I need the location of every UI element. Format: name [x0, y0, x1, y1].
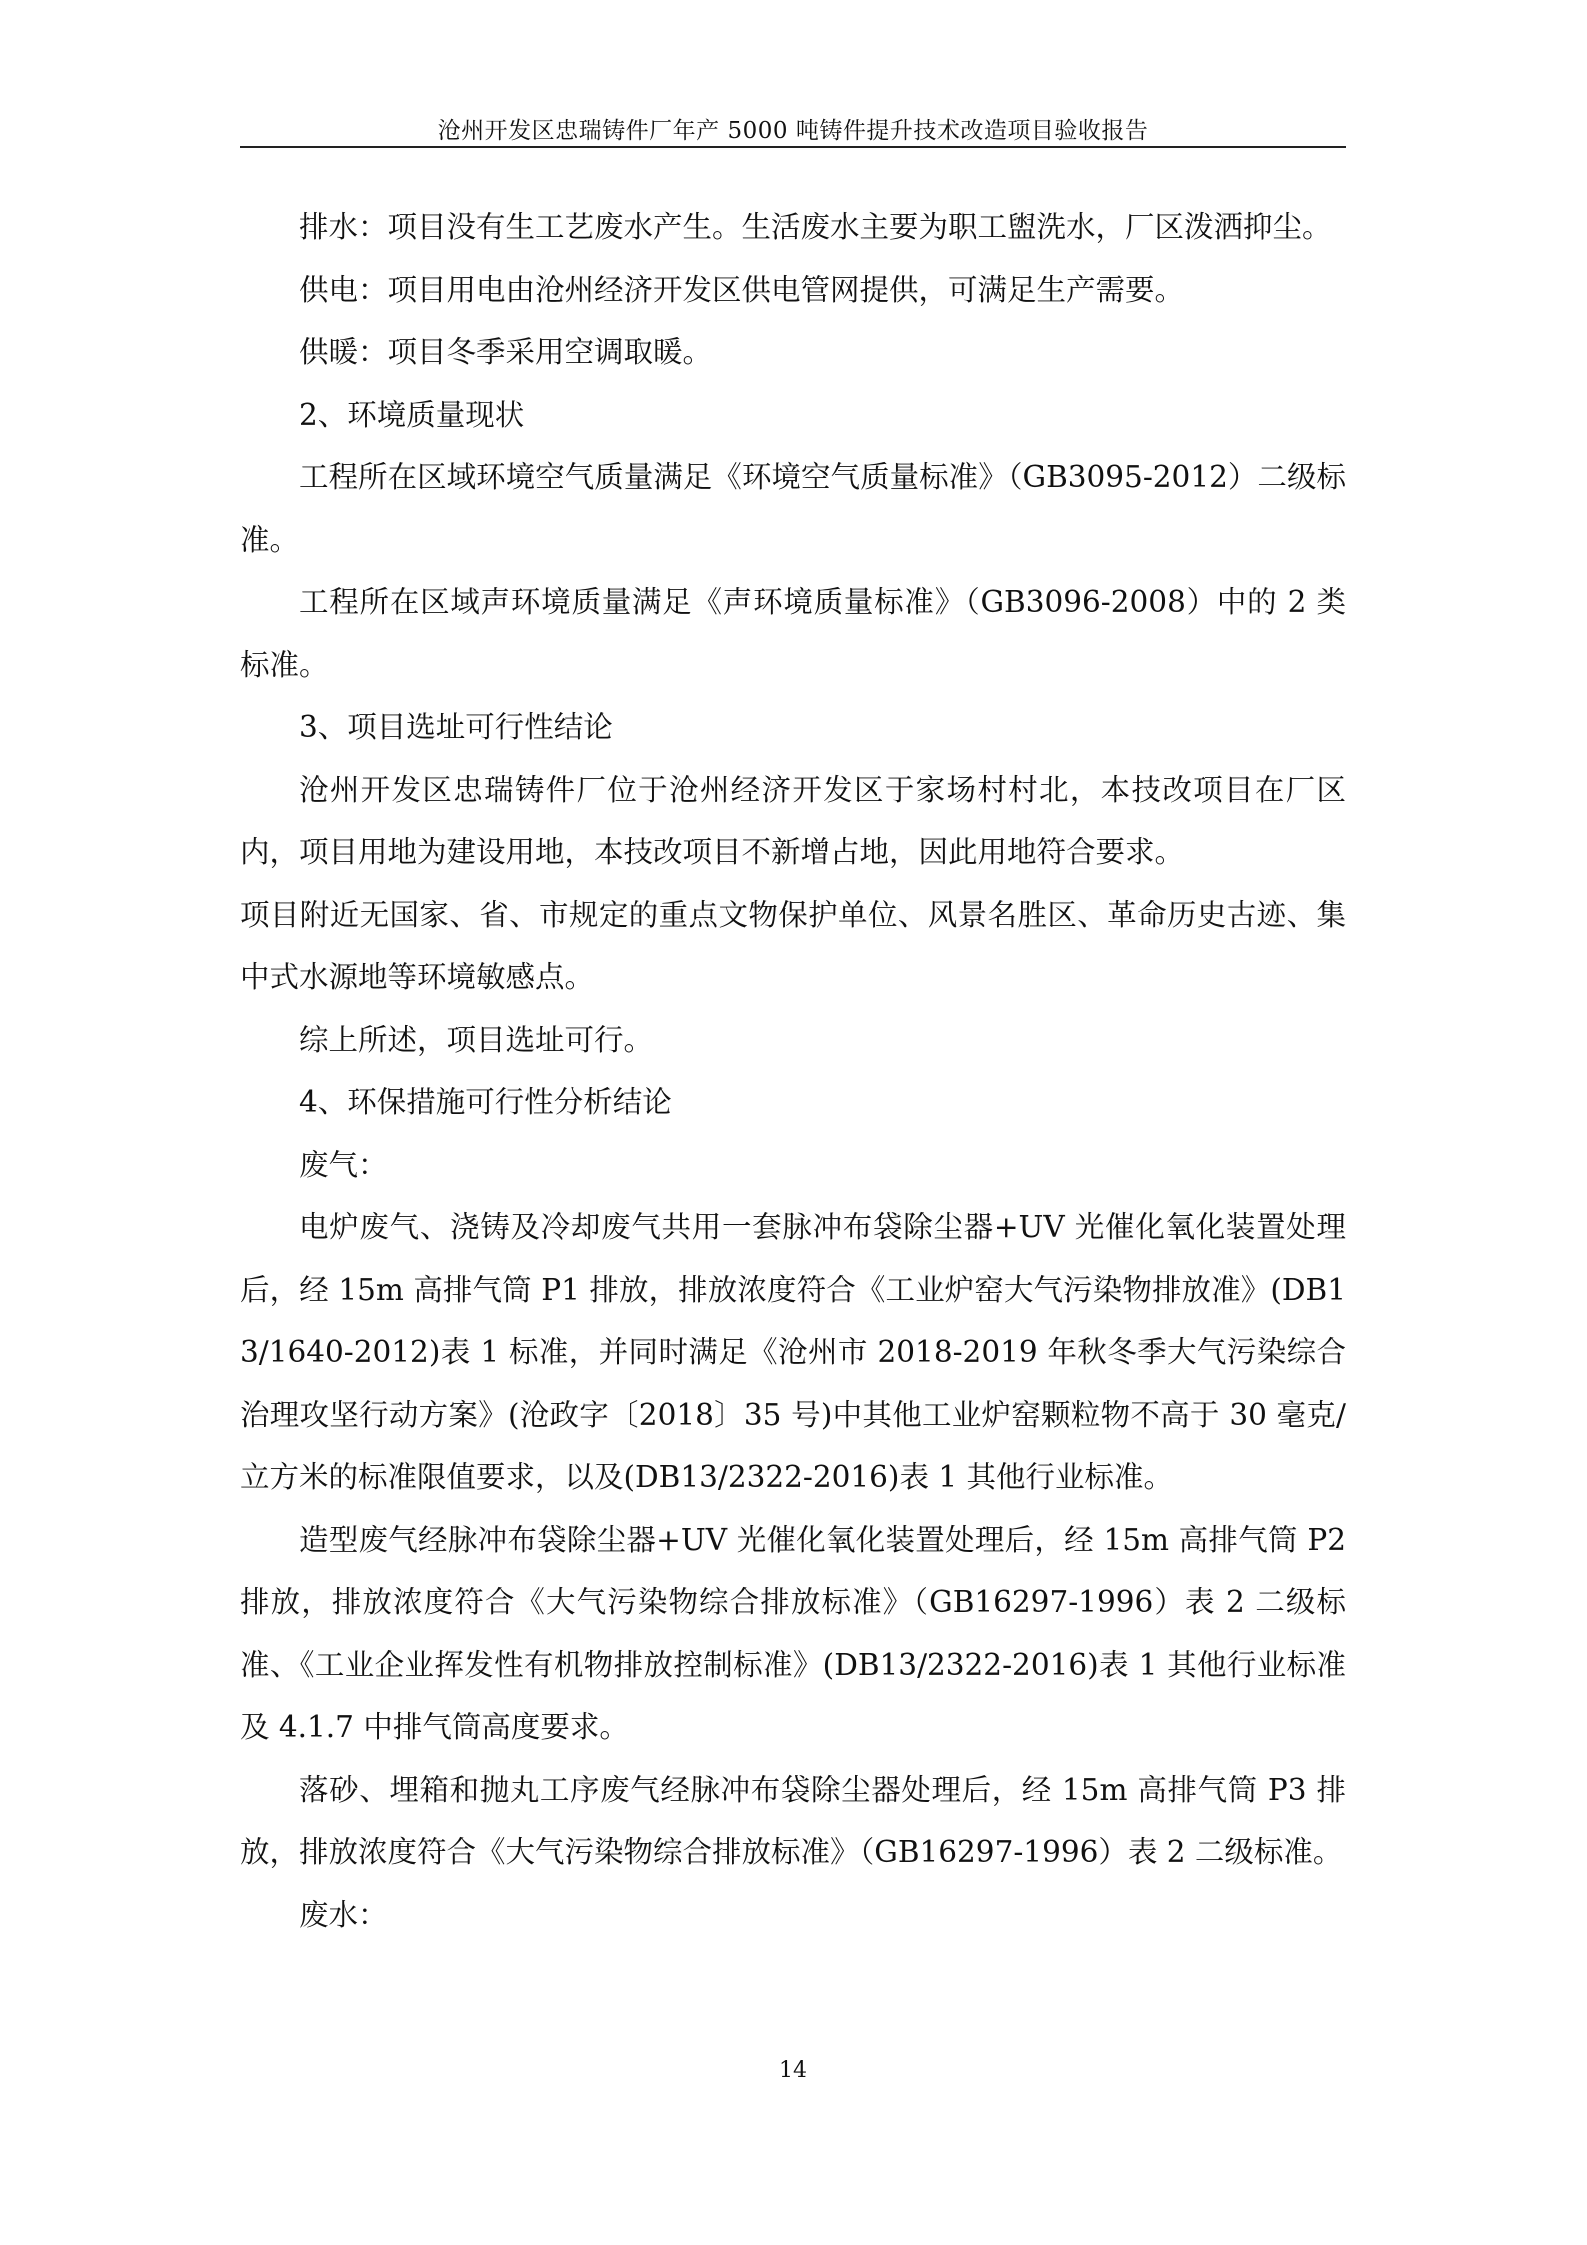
paragraph-sensitive-points: 项目附近无国家、省、市规定的重点文物保护单位、风景名胜区、革命历史古迹、集中式水源地等环境敏感点。 [240, 897, 1346, 994]
page-number: 14 [779, 2058, 807, 2083]
paragraph-heating: 供暖：项目冬季采用空调取暖。 [299, 335, 713, 369]
header-divider [240, 146, 1346, 148]
paragraph-furnace-exhaust: 电炉废气、浇铸及冷却废气共用一套脉冲布袋除尘器+UV 光催化氧化装置处理后，经 15m 高排气筒 P1 排放，排放浓度符合《工业炉窑大气污染物排放准》(DB13/1640-2012)表 1 标准，并同时满足《沧州市 2018-2019 年秋冬季大气污染综合治理攻坚行动方案》(沧政字〔2018〕35 号)中其他工业炉窑颗粒物不高于 30 毫克/立方米的标准限值要求，以及(DB13/2322-2016)表 1 其他行业标准。 [240, 1210, 1346, 1494]
document-body [240, 196, 1346, 1946]
paragraph-site-location: 沧州开发区忠瑞铸件厂位于沧州经济开发区于家场村村北，本技改项目在厂区内，项目用地为建设用地，本技改项目不新增占地，因此用地符合要求。 [240, 772, 1346, 869]
subheading-waste-water: 废水： [299, 1897, 388, 1932]
paragraph-air-quality: 工程所在区域环境空气质量满足《环境空气质量标准》（GB3095-2012）二级标准。 [240, 460, 1346, 557]
section-heading-site-feasibility: 3、项目选址可行性结论 [299, 710, 613, 744]
paragraph-site-conclusion: 综上所述，项目选址可行。 [299, 1022, 654, 1057]
section-heading-environment-quality: 2、环境质量现状 [299, 397, 525, 432]
section-heading-measures-feasibility: 4、环保措施可行性分析结论 [299, 1085, 672, 1119]
paragraph-noise-quality: 工程所在区域声环境质量满足《声环境质量标准》（GB3096-2008）中的 2 类标准。 [240, 585, 1346, 682]
paragraph-shakeout-exhaust: 落砂、埋箱和抛丸工序废气经脉冲布袋除尘器处理后，经 15m 高排气筒 P3 排放，排放浓度符合《大气污染物综合排放标准》（GB16297-1996）表 2 二级标准。 [240, 1772, 1346, 1869]
paragraph-drainage: 排水：项目没有生工艺废水产生。生活废水主要为职工盥洗水，厂区泼洒抑尘。 [299, 210, 1332, 244]
paragraph-molding-exhaust: 造型废气经脉冲布袋除尘器+UV 光催化氧化装置处理后，经 15m 高排气筒 P2 排放，排放浓度符合《大气污染物综合排放标准》（GB16297-1996）表 2 二级标准、《工业企业挥发性有机物排放控制标准》(DB13/2322-2016)表 1 其他行业标准及 4.1.7 中排气筒高度要求。 [240, 1522, 1346, 1744]
subheading-waste-gas: 废气： [299, 1147, 388, 1182]
running-header-title: 沧州开发区忠瑞铸件厂年产 5000 吨铸件提升技术改造项目验收报告 [437, 118, 1149, 144]
paragraph-power-supply: 供电：项目用电由沧州经济开发区供电管网提供，可满足生产需要。 [299, 272, 1185, 307]
